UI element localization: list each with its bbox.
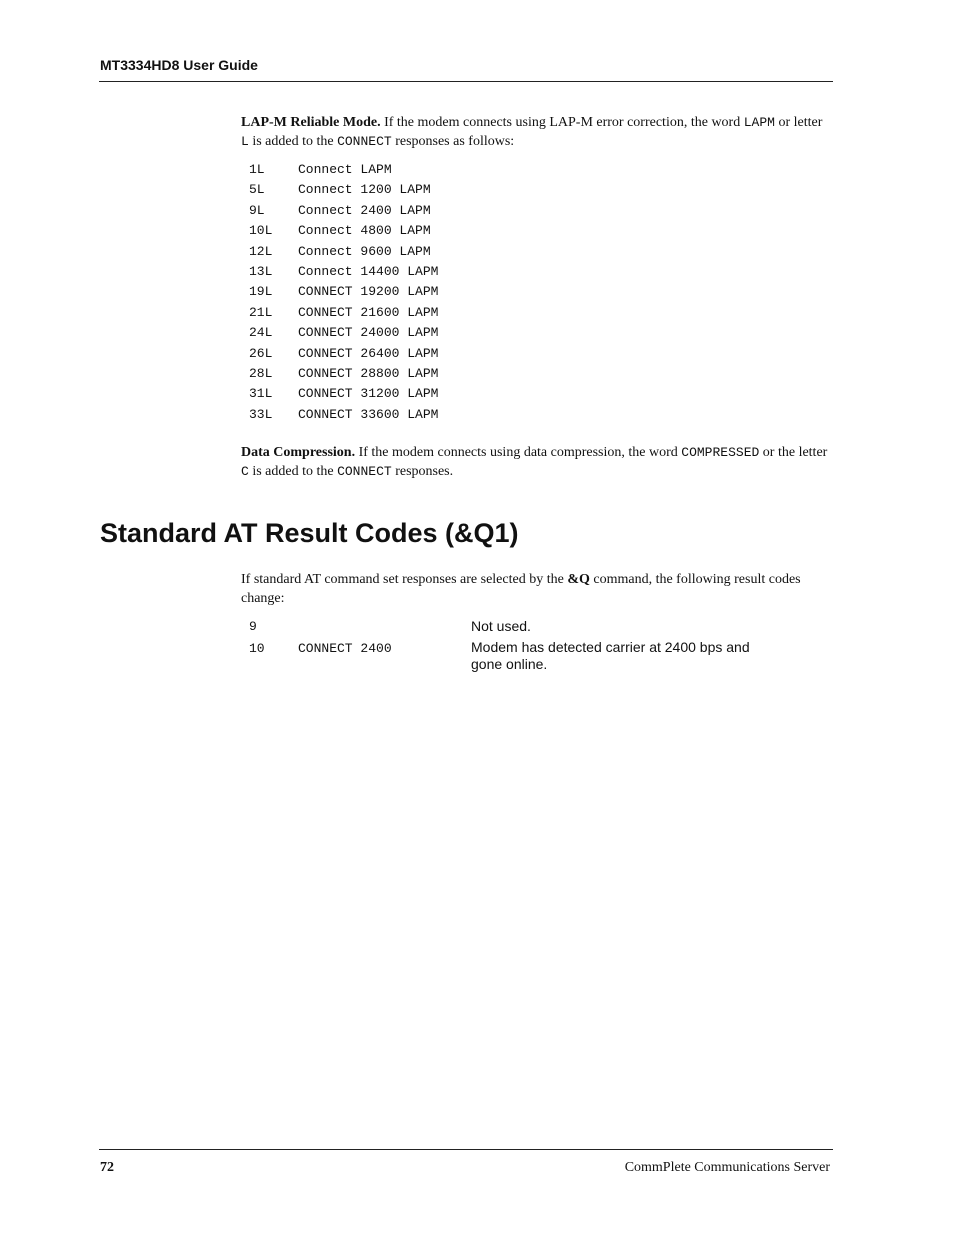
list-item	[249, 282, 438, 302]
result-response: Connect 4800 LAPM	[298, 223, 431, 239]
list-item	[249, 180, 438, 200]
result-code: 19L	[249, 284, 273, 300]
lapm-connect-word: CONNECT	[337, 134, 392, 149]
result-code: 24L	[249, 325, 273, 341]
result-response: Connect 14400 LAPM	[298, 263, 439, 279]
list-item	[249, 344, 438, 364]
list-item	[249, 303, 438, 323]
list-item	[249, 201, 438, 221]
result-code: 28L	[249, 365, 273, 381]
footer-rule	[99, 1149, 833, 1150]
lapm-paragraph: LAP-M Reliable Mode. If the modem connects using LAP-M error correction, the word LAPM or letter L is added to the CONNECT responses as follows:	[241, 115, 823, 149]
list-item	[249, 405, 438, 425]
result-code: 5L	[249, 182, 265, 198]
list-item	[249, 262, 438, 282]
result-response: CONNECT 19200 LAPM	[298, 284, 439, 300]
list-item	[249, 242, 438, 262]
running-header-title: MT3334HD8 User Guide	[100, 57, 258, 73]
result-response: CONNECT 33600 LAPM	[298, 406, 439, 422]
result-code: 10	[249, 641, 265, 656]
section-heading: Standard AT Result Codes (&Q1)	[100, 518, 519, 548]
compression-paragraph: Data Compression. If the modem connects using data compression, the word COMPRESSED or the letter C is added to the CONNECT responses.	[241, 445, 828, 479]
lapm-heading: LAP-M Reliable Mode.	[241, 115, 381, 130]
page-number: 72	[100, 1160, 114, 1175]
result-response: CONNECT 24000 LAPM	[298, 325, 439, 341]
result-description: Not used.	[471, 618, 531, 634]
compression-connect-word: CONNECT	[337, 464, 392, 479]
result-response: Connect LAPM	[298, 162, 392, 177]
result-description: Modem has detected carrier at 2400 bps and gone online.	[471, 639, 750, 672]
list-item	[249, 221, 438, 241]
lapm-letter: L	[241, 134, 249, 149]
result-response: Connect 2400 LAPM	[298, 202, 431, 218]
compression-letter: C	[241, 464, 249, 479]
compression-word: COMPRESSED	[681, 445, 760, 460]
result-response: CONNECT 28800 LAPM	[298, 365, 439, 381]
lapm-code-list	[249, 160, 438, 425]
result-response: CONNECT 31200 LAPM	[298, 386, 439, 402]
list-item	[249, 384, 438, 404]
result-code: 10L	[249, 223, 273, 239]
table-row	[249, 638, 809, 678]
list-item	[249, 364, 438, 384]
footer-book-title: CommPlete Communications Server	[624, 1160, 830, 1175]
result-code: 9L	[249, 202, 265, 218]
result-response: CONNECT 21600 LAPM	[298, 304, 439, 320]
result-code-table	[249, 617, 809, 678]
lapm-word: LAPM	[743, 115, 775, 130]
header-rule	[99, 81, 833, 82]
result-response: Connect 1200 LAPM	[298, 182, 431, 198]
table-row	[249, 617, 809, 638]
compression-heading: Data Compression.	[241, 445, 356, 460]
result-code: 31L	[249, 386, 273, 402]
result-code: 13L	[249, 263, 273, 279]
result-code: 21L	[249, 304, 273, 320]
result-code: 1L	[249, 162, 265, 177]
result-code: 26L	[249, 345, 273, 361]
result-word: CONNECT 2400	[298, 641, 392, 656]
list-item	[249, 160, 438, 180]
result-response: CONNECT 26400 LAPM	[298, 345, 439, 361]
command-name: &Q	[567, 572, 590, 587]
result-code: 9	[249, 619, 257, 634]
result-code: 33L	[249, 406, 273, 422]
result-response: Connect 9600 LAPM	[298, 243, 431, 259]
result-code: 12L	[249, 243, 273, 259]
list-item	[249, 323, 438, 343]
section-intro: If standard AT command set responses are selected by the &Q command, the following result codes change:	[241, 572, 801, 606]
